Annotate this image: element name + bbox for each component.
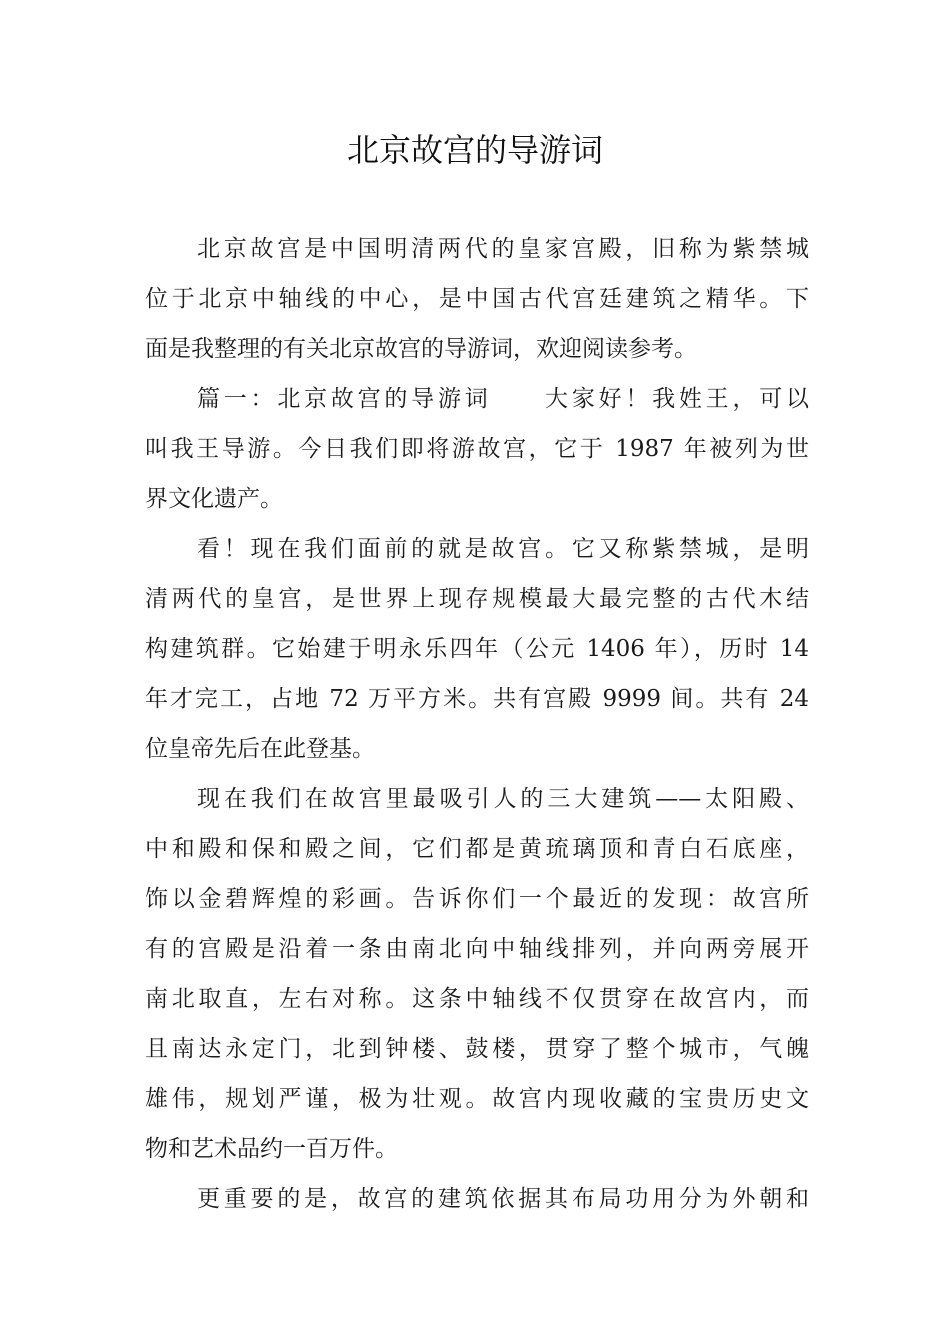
text-line: 界文化遗产。 <box>145 486 283 512</box>
document-title: 北京故宫的导游词 <box>346 131 603 169</box>
text-line: 中和殿和保和殿之间，它们都是黄琉璃顶和青白石底座， <box>145 836 809 862</box>
paragraph <box>145 774 809 1174</box>
text-line: 年才完工，占地 72 万平方米。共有宫殿 9999 间。共有 24 <box>145 686 809 712</box>
text-line: 现在我们在故宫里最吸引人的三大建筑——太阳殿、 <box>197 786 809 812</box>
text-line: 有的宫殿是沿着一条由南北向中轴线排列，并向两旁展开 <box>145 936 809 962</box>
text-line: 南北取直，左右对称。这条中轴线不仅贯穿在故宫内，而 <box>145 986 809 1012</box>
paragraph <box>145 374 809 524</box>
document-body <box>145 224 809 1224</box>
text-line: 位于北京中轴线的中心，是中国古代宫廷建筑之精华。下 <box>145 286 809 312</box>
text-line: 面是我整理的有关北京故宫的导游词，欢迎阅读参考。 <box>145 336 697 362</box>
text-line: 北京故宫是中国明清两代的皇家宫殿，旧称为紫禁城 <box>197 236 809 262</box>
text-line: 看！现在我们面前的就是故宫。它又称紫禁城，是明 <box>197 536 809 562</box>
text-line: 更重要的是，故宫的建筑依据其布局功用分为外朝和 <box>197 1186 809 1212</box>
text-line: 清两代的皇宫，是世界上现存规模最大最完整的古代木结 <box>145 586 809 612</box>
text-line: 篇一：北京故宫的导游词 大家好！我姓王，可以 <box>197 386 809 412</box>
text-line: 叫我王导游。今日我们即将游故宫，它于 1987 年被列为世 <box>145 436 809 462</box>
text-line: 位皇帝先后在此登基。 <box>145 736 375 762</box>
paragraph <box>145 224 809 374</box>
text-line: 雄伟，规划严谨，极为壮观。故宫内现收藏的宝贵历史文 <box>145 1086 809 1112</box>
text-line: 构建筑群。它始建于明永乐四年（公元 1406 年），历时 14 <box>145 636 809 662</box>
paragraph <box>145 524 809 774</box>
text-line: 饰以金碧辉煌的彩画。告诉你们一个最近的发现：故宫所 <box>145 886 809 912</box>
paragraph <box>145 1174 809 1224</box>
text-line: 物和艺术品约一百万件。 <box>145 1136 398 1162</box>
text-line: 且南达永定门，北到钟楼、鼓楼，贯穿了整个城市，气魄 <box>145 1036 809 1062</box>
